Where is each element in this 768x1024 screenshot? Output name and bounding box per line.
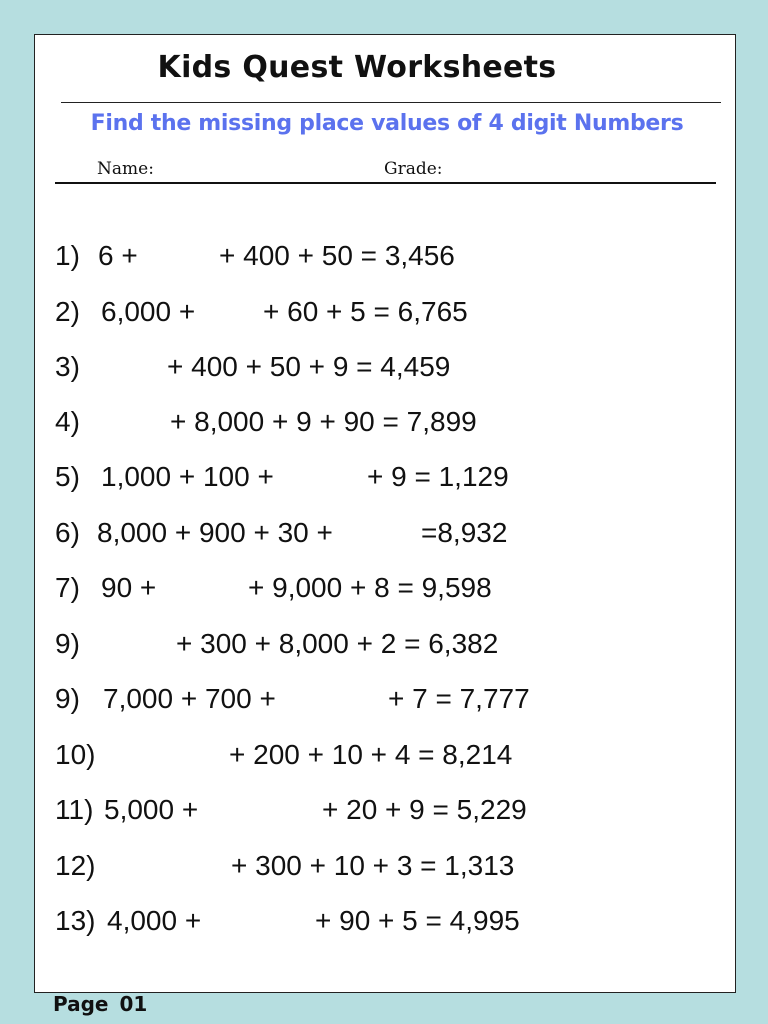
problem-number: 7) <box>55 572 80 603</box>
problem-left-terms: 4,000 + <box>107 905 202 936</box>
problem-number: 11) <box>55 794 94 825</box>
problem-right-terms: + 20 + 9 = 5,229 <box>322 794 527 825</box>
problem-left-terms: 90 + <box>101 572 157 603</box>
problem-right-terms: + 9 = 1,129 <box>367 461 509 492</box>
problem-number: 6) <box>55 517 80 548</box>
problem-row <box>0 236 768 276</box>
worksheet-title: Kids Quest Worksheets <box>157 50 557 85</box>
problem-left-terms: 5,000 + <box>104 794 199 825</box>
problem-number: 4) <box>55 406 80 437</box>
problem-row <box>0 846 768 886</box>
problem-left-terms: 6 + <box>98 240 138 271</box>
worksheet-instructions: Find the missing place values of 4 digit Numbers <box>90 111 684 136</box>
problem-right-terms: =8,932 <box>421 517 508 548</box>
problem-number: 1) <box>55 240 80 271</box>
problem-row <box>0 624 768 664</box>
problem-right-terms: + 400 + 50 = 3,456 <box>219 240 455 271</box>
problem-row <box>0 901 768 941</box>
problem-row <box>0 513 768 553</box>
problem-left-terms: 6,000 + <box>101 296 196 327</box>
problem-row <box>0 402 768 442</box>
grade-label: Grade: <box>384 159 443 179</box>
problem-right-terms: + 9,000 + 8 = 9,598 <box>248 572 492 603</box>
title-divider <box>61 102 721 103</box>
name-grade-underline <box>55 182 716 184</box>
problem-row <box>0 347 768 387</box>
problem-number: 9) <box>55 683 80 714</box>
name-label: Name: <box>97 159 154 179</box>
problem-right-terms: + 8,000 + 9 + 90 = 7,899 <box>170 406 477 437</box>
problem-number: 9) <box>55 628 80 659</box>
problem-left-terms: 1,000 + 100 + <box>101 461 274 492</box>
problem-left-terms: 8,000 + 900 + 30 + <box>97 517 333 548</box>
problem-right-terms: + 400 + 50 + 9 = 4,459 <box>167 351 451 382</box>
problem-right-terms: + 200 + 10 + 4 = 8,214 <box>229 739 513 770</box>
problem-row <box>0 292 768 332</box>
problem-number: 10) <box>55 739 96 770</box>
problem-number: 12) <box>55 850 96 881</box>
problem-left-terms: 7,000 + 700 + <box>103 683 276 714</box>
problem-row <box>0 679 768 719</box>
problem-row <box>0 790 768 830</box>
problem-number: 5) <box>55 461 80 492</box>
problem-number: 2) <box>55 296 80 327</box>
problem-number: 13) <box>55 905 96 936</box>
problem-row <box>0 457 768 497</box>
problem-right-terms: + 300 + 8,000 + 2 = 6,382 <box>176 628 499 659</box>
page-number: Page 01 <box>53 992 148 1016</box>
problem-right-terms: + 90 + 5 = 4,995 <box>315 905 520 936</box>
problem-row <box>0 735 768 775</box>
problem-row <box>0 568 768 608</box>
problem-number: 3) <box>55 351 80 382</box>
problem-right-terms: + 7 = 7,777 <box>388 683 530 714</box>
problem-right-terms: + 300 + 10 + 3 = 1,313 <box>231 850 515 881</box>
problem-right-terms: + 60 + 5 = 6,765 <box>263 296 468 327</box>
